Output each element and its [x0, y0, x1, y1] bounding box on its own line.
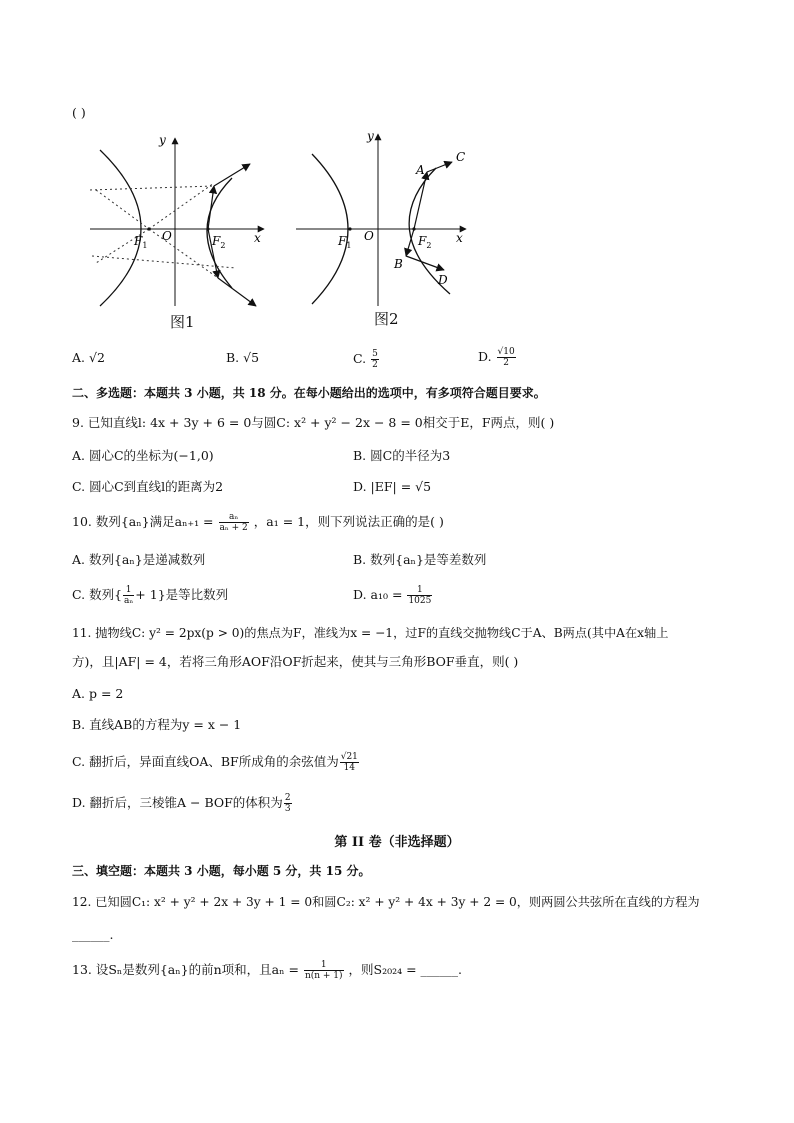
q11-stem-line-1: 11. 抛物线C: y² = 2px(p > 0)的焦点为F，准线为x = −1，过F的直线交抛物线C于A、B两点(其中A在x轴上 — [72, 626, 669, 640]
f2-label: $F_2$ — [418, 234, 432, 250]
q12-line-1: 12. 已知圆C₁: x² + y² + 2x + 3y + 1 = 0和圆C₂: x² + y² + 4x + 3y + 2 = 0，则两圆公共弦所在直线的方程为 — [72, 895, 700, 909]
answer-bracket: ( ) — [72, 105, 86, 120]
x-label: x — [456, 231, 463, 245]
q8-option-d: D. $\frac{√10}{2}$ — [478, 347, 515, 368]
q8-option-c: C. $\frac{5}{2}$ — [353, 349, 378, 370]
q10-stem: 10. 数列{aₙ}满足aₙ₊₁ = $\frac{\text{aₙ}}{\text{aₙ + 2}}$ ，a₁ = 1，则下列说法正确的是( ) — [72, 512, 444, 533]
figure-2-caption: 图2 — [374, 310, 399, 328]
q9-option-b: B. 圆C的半径为3 — [353, 448, 451, 463]
x-label: x — [254, 231, 261, 245]
q10-option-d: D. a₁₀ = $\frac{1}{1025}$ — [353, 585, 432, 606]
q11-option-a: A. p = 2 — [72, 686, 124, 701]
origin-label: O — [162, 229, 172, 243]
q9-option-c: C. 圆心C到直线l的距离为2 — [72, 479, 224, 494]
point-d-label: D — [438, 273, 448, 287]
q8-option-b: B. √5 — [226, 350, 260, 365]
q13-stem: 13. 设Sₙ是数列{aₙ}的前n项和，且aₙ = $\frac{1}{n(n + 1)}$ ，则S₂₀₂₄ = ______. — [72, 960, 463, 981]
q11-option-b: B. 直线AB的方程为y = x − 1 — [72, 717, 242, 732]
q11-option-d: D. 翻折后，三棱锥A − BOF的体积为 $\frac{2}{3}$ — [72, 793, 291, 814]
q10-option-a: A. 数列{aₙ}是递减数列 — [72, 552, 206, 567]
figure-1-caption: 图1 — [170, 313, 195, 331]
point-c-label: C — [456, 150, 466, 164]
section-2-header: 二、多选题：本题共 3 小题，共 18 分。在每小题给出的选项中，有多项符合题目要求。 — [72, 386, 546, 400]
figure-1 — [86, 128, 286, 308]
f1-label: $F_1$ — [338, 234, 352, 250]
point-b-label: B — [394, 257, 403, 271]
right-branch — [207, 178, 232, 288]
q11-stem-line-2: 方)，且|AF| = 4，若将三角形AOF沿OF折起来，使其与三角形BOF垂直，则( ) — [72, 654, 519, 669]
f2-label: $F_2$ — [212, 234, 226, 250]
left-branch — [100, 150, 141, 306]
q12-line-2: ______. — [72, 927, 114, 942]
f1-label: $F_1$ — [134, 234, 148, 250]
y-label: y — [159, 133, 166, 147]
q11-option-c: C. 翻折后，异面直线OA、BF所成角的余弦值为 $\frac{√21}{14}$ — [72, 752, 358, 773]
q10-option-c: C. 数列{ $\frac{1}{\text{aₙ}}$ + 1}是等比数列 — [72, 585, 229, 606]
figure-2 — [290, 128, 490, 308]
origin-label: O — [364, 229, 374, 243]
q10-option-b: B. 数列{aₙ}是等差数列 — [353, 552, 487, 567]
y-label: y — [367, 129, 374, 143]
q9-option-a: A. 圆心C的坐标为(−1,0) — [72, 448, 214, 463]
point-a-label: A — [416, 163, 425, 177]
section-3-header: 三、填空题：本题共 3 小题，每小题 5 分，共 15 分。 — [72, 864, 371, 878]
q8-option-a: A. √2 — [72, 350, 105, 365]
part-2-title: 第 II 卷（非选择题） — [334, 835, 460, 850]
q9-stem: 9. 已知直线l: 4x + 3y + 6 = 0与圆C: x² + y² − 2x − 8 = 0相交于E，F两点，则( ) — [72, 415, 555, 430]
q9-option-d: D. |EF| = √5 — [353, 479, 432, 494]
